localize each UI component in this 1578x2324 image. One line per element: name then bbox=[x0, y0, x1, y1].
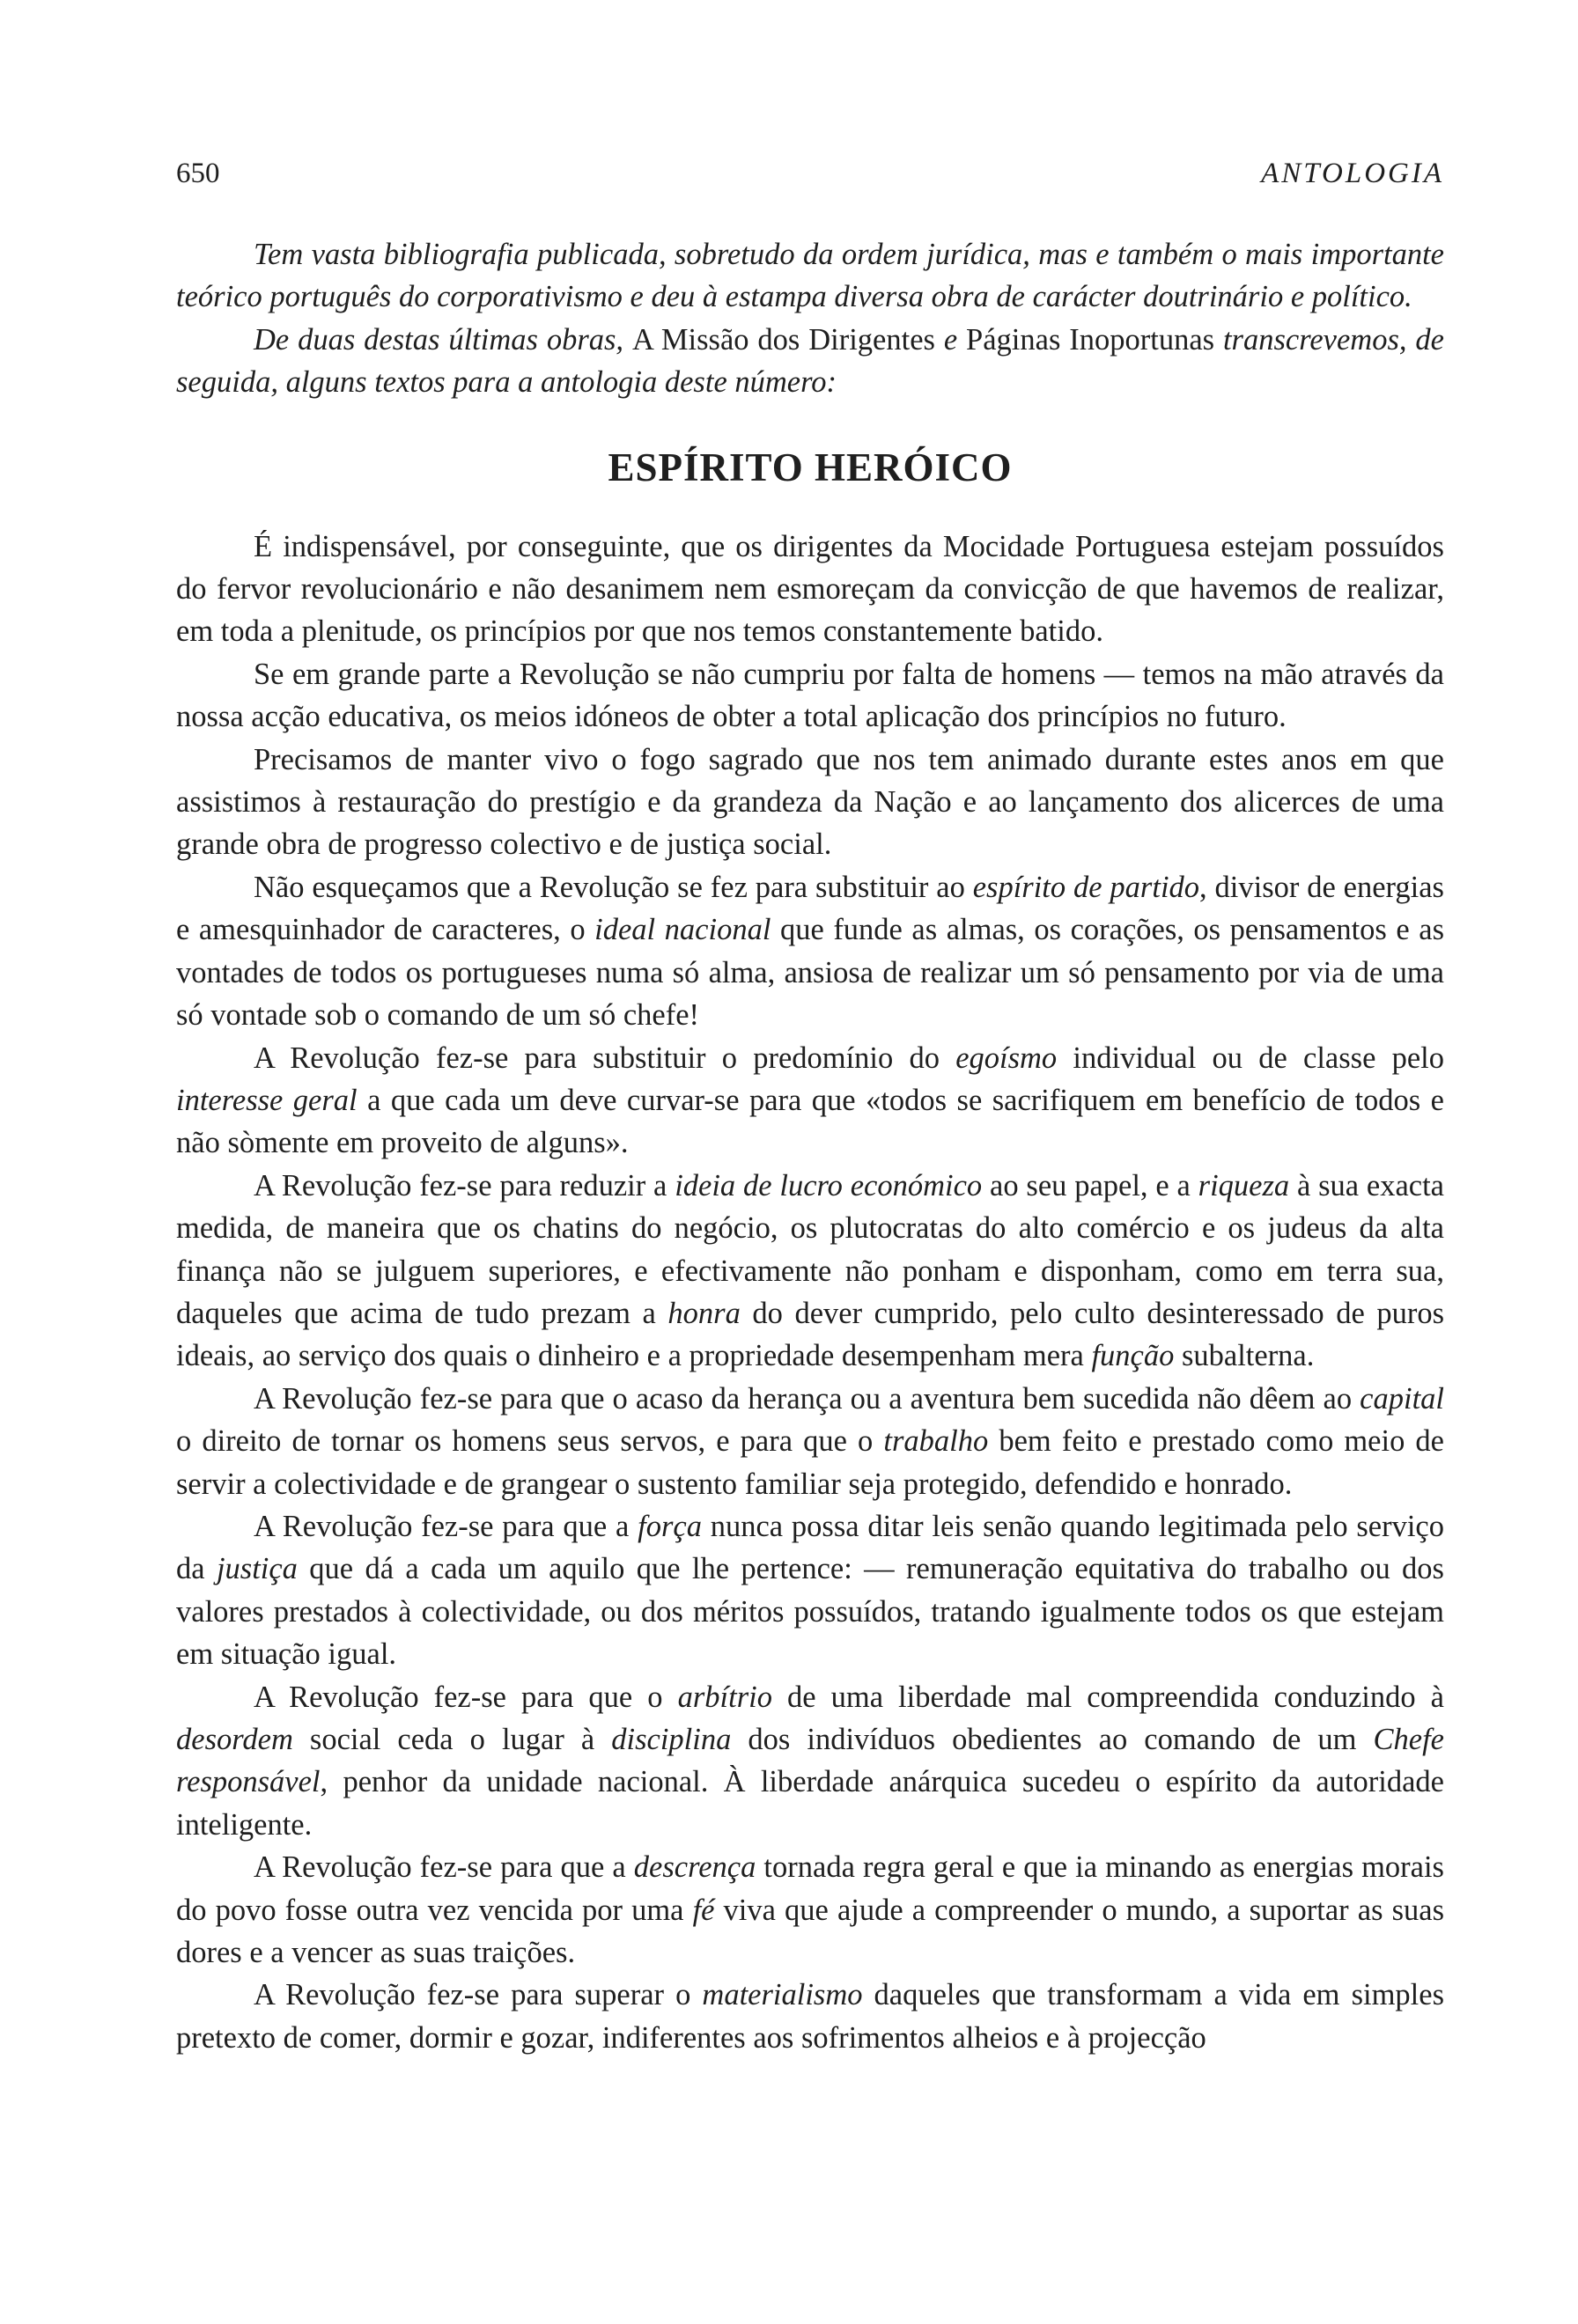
book-title: A Missão dos Dirigentes bbox=[631, 322, 935, 357]
paragraph-text: individual ou de classe pelo bbox=[1057, 1041, 1444, 1075]
paragraph-text: nunca possa ditar leis senão quando legitimada pelo serviço da bbox=[176, 1509, 1444, 1586]
intro-text: De duas destas últimas obras, bbox=[254, 322, 632, 357]
article-paragraph bbox=[176, 1974, 1444, 2059]
article-body bbox=[176, 526, 1444, 2060]
book-title: Páginas Inoportunas bbox=[966, 322, 1215, 357]
paragraph-text: A Revolução fez-se para que o bbox=[254, 1680, 678, 1714]
paragraph-text: ao seu papel, e a bbox=[982, 1168, 1198, 1202]
paragraph-text: , divisor de energias e amesquinhador de caracteres, o bbox=[176, 870, 1444, 947]
paragraph-text: o direito de tornar os homens seus servos, e para que o bbox=[176, 1424, 884, 1459]
paragraph-text: viva que ajude a compreender o mundo, a suportar as suas dores e a vencer as suas traições. bbox=[176, 1893, 1444, 1970]
paragraph-text: a que cada um deve curvar-se para que «todos se sacrifiquem em benefício de todos e não sòmente em proveito de alguns». bbox=[176, 1083, 1444, 1160]
paragraph-text: tornada regra geral e que ia minando as energias morais do povo fosse outra vez vencida por uma bbox=[176, 1850, 1444, 1927]
article-paragraph: É indispensável, por conseguinte, que os dirigentes da Mocidade Portuguesa estejam possuídos do fervor revolucionário e não desanimem nem esmoreçam da convicção de que havemos de realizar, em toda a plenitude, os princípios por que nos temos constantemente batido. bbox=[176, 529, 1444, 649]
emphasis: honra bbox=[667, 1296, 741, 1330]
paragraph-text: Não esqueçamos que a Revolução se fez para substituir ao bbox=[254, 870, 973, 904]
intro-section bbox=[176, 233, 1444, 404]
intro-paragraph bbox=[176, 319, 1444, 404]
paragraph-text: A Revolução fez-se para que a bbox=[254, 1850, 634, 1885]
article-paragraph: Precisamos de manter vivo o fogo sagrado que nos tem animado durante estes anos em que assistimos à restauração do prestígio e da grandeza da Nação e ao lançamento dos alicerces de uma grande obra de progresso colectivo e de justiça social. bbox=[176, 742, 1444, 862]
paragraph-text: à sua exacta medida, de maneira que os chatins do negócio, os plutocratas do alto comércio e os judeus da alta finança não se julguem superiores, e efectivamente não ponham e disponham, como em terra sua, daqueles que acima de tudo prezam a bbox=[176, 1168, 1444, 1330]
paragraph-text: , penhor da unidade nacional. À liberdade anárquica sucedeu o espírito da autoridade inteligente. bbox=[176, 1765, 1444, 1842]
paragraph-text: A Revolução fez-se para superar o bbox=[254, 1978, 703, 2012]
emphasis: riqueza bbox=[1198, 1168, 1290, 1202]
emphasis: capital bbox=[1360, 1381, 1444, 1416]
emphasis: desordem bbox=[176, 1723, 293, 1756]
article-paragraph bbox=[176, 1378, 1444, 1505]
article-paragraph bbox=[176, 1846, 1444, 1974]
running-head bbox=[176, 151, 1444, 195]
emphasis: função bbox=[1091, 1339, 1175, 1373]
article-paragraph bbox=[176, 1505, 1444, 1676]
paragraph-text: A Revolução fez-se para que o acaso da herança ou a aventura bem sucedida não dêem ao bbox=[254, 1381, 1360, 1416]
emphasis: força bbox=[638, 1509, 702, 1543]
emphasis: materialismo bbox=[702, 1978, 863, 2012]
emphasis: arbítrio bbox=[677, 1680, 772, 1714]
body-text bbox=[176, 233, 1444, 2059]
emphasis: disciplina bbox=[611, 1723, 732, 1756]
paragraph-text: que funde as almas, os corações, os pensamentos e as vontades de todos os portugueses numa só alma, ansiosa de realizar um só pensamento por via de uma só vontade sob o comando de um só chefe! bbox=[176, 913, 1444, 1033]
emphasis: ideia de lucro económico bbox=[675, 1168, 983, 1202]
emphasis: trabalho bbox=[883, 1424, 989, 1459]
intro-paragraph: Tem vasta bibliografia publicada, sobretudo da ordem jurídica, mas e também o mais importante teórico português do corporativismo e deu à estampa diversa obra de carácter doutrinário e político. bbox=[176, 238, 1444, 314]
article-paragraph bbox=[176, 1676, 1444, 1847]
paragraph-text: social ceda o lugar à bbox=[292, 1723, 612, 1756]
emphasis: justiça bbox=[216, 1552, 298, 1586]
article-title: ESPÍRITO HERÓICO bbox=[608, 445, 1013, 489]
paragraph-text: que dá a cada um aquilo que lhe pertence: — remuneração equitativa do trabalho ou dos valores prestados à colectividade, ou dos méritos possuídos, tratando igualmente todos os que estejam em situação igual. bbox=[176, 1552, 1444, 1672]
paragraph-text: A Revolução fez-se para reduzir a bbox=[254, 1168, 675, 1202]
paragraph-text: bem feito e prestado como meio de servir a colectividade e de grangear o sustento familiar seja protegido, defendido e honrado. bbox=[176, 1424, 1444, 1501]
paragraph-text: daqueles que transformam a vida em simples pretexto de comer, dormir e gozar, indiferentes aos sofrimentos alheios e à projecção bbox=[176, 1978, 1444, 2055]
emphasis: interesse geral bbox=[176, 1083, 358, 1117]
article-paragraph bbox=[176, 866, 1444, 1037]
intro-text: transcrevemos, de seguida, alguns textos para a antologia deste número: bbox=[176, 322, 1444, 400]
article-paragraph: Se em grande parte a Revolução se não cumpriu por falta de homens — temos na mão através da nossa acção educativa, os meios idóneos de obter a total aplicação dos princípios no futuro. bbox=[176, 657, 1444, 734]
paragraph-text: A Revolução fez-se para substituir o predomínio do bbox=[254, 1041, 956, 1075]
emphasis: espírito de partido bbox=[972, 870, 1200, 904]
article-paragraph bbox=[176, 1165, 1444, 1378]
paragraph-text: dos indivíduos obedientes ao comando de um bbox=[731, 1723, 1374, 1756]
emphasis: Chefe responsável bbox=[176, 1723, 1444, 1799]
article-paragraph bbox=[176, 1037, 1444, 1165]
page-number: 650 bbox=[176, 158, 220, 189]
paragraph-text: A Revolução fez-se para que a bbox=[254, 1509, 638, 1543]
intro-text: e bbox=[934, 322, 967, 357]
paragraph-text: subalterna. bbox=[1174, 1339, 1315, 1373]
emphasis: fé bbox=[692, 1893, 715, 1927]
emphasis: descrença bbox=[633, 1850, 756, 1885]
paragraph-text: do dever cumprido, pelo culto desinteressado de puros ideais, ao serviço dos quais o dinheiro e a propriedade desempenham mera bbox=[176, 1296, 1444, 1373]
paragraph-text: de uma liberdade mal compreendida conduzindo à bbox=[771, 1680, 1444, 1714]
emphasis: egoísmo bbox=[955, 1041, 1058, 1075]
emphasis: ideal nacional bbox=[594, 913, 771, 947]
running-title: ANTOLOGIA bbox=[1261, 158, 1444, 189]
